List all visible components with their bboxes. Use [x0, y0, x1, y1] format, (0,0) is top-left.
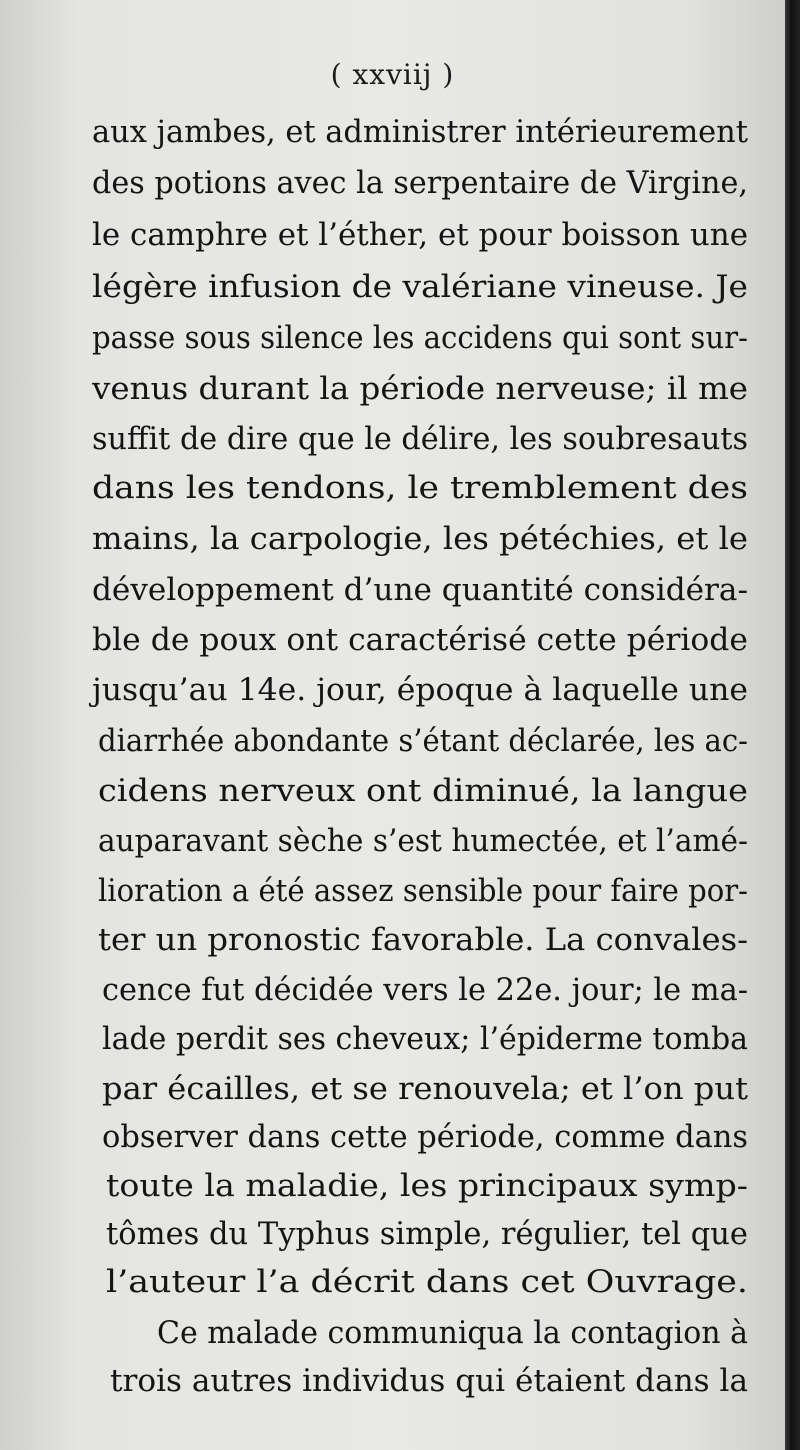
text-line: dans les tendons, le tremblement des [92, 470, 748, 506]
text-line: le camphre et l’éther, et pour boisson une [92, 217, 748, 253]
text-line: des potions avec la serpentaire de Virgine, [92, 165, 748, 201]
text-line: lade perdit ses cheveux; l’épiderme tomba [102, 1021, 748, 1057]
text-line: lioration a été assez sensible pour faire por- [98, 873, 748, 909]
text-line: l’auteur l’a décrit dans cet Ouvrage. [106, 1264, 748, 1300]
text-line: jusqu’au 14e. jour, époque à laquelle une [92, 672, 749, 708]
text-line: développement d’une quantité considéra- [92, 572, 749, 608]
text-line: aux jambes, et administrer intérieurement [92, 114, 748, 150]
text-line: légère infusion de valériane vineuse. Je [92, 269, 748, 305]
text-line: tômes du Typhus simple, régulier, tel que [106, 1216, 748, 1252]
text-line: suffit de dire que le délire, les soubresauts [92, 421, 748, 457]
text-line: auparavant sèche s’est humectée, et l’amé- [98, 823, 748, 859]
book-gutter [785, 0, 800, 1450]
text-line: cence fut décidée vers le 22e. jour; le ma- [102, 972, 748, 1008]
text-line: diarrhée abondante s’étant déclarée, les ac- [98, 723, 748, 759]
text-line: cidens nerveux ont diminué, la langue [98, 773, 748, 809]
text-line: ble de poux ont caractérisé cette période [92, 622, 748, 658]
text-line: par écailles, et se renouvela; et l’on put [102, 1071, 748, 1107]
text-line: venus durant la période nerveuse; il me [92, 371, 748, 407]
text-line: toute la maladie, les principaux symp- [106, 1168, 748, 1204]
text-line: mains, la carpologie, les pétéchies, et le [92, 521, 749, 557]
text-line: trois autres individus qui étaient dans la [110, 1363, 749, 1399]
text-line: Ce malade communiqua la contagion à [157, 1315, 748, 1351]
page-number-header: ( xxviij ) [330, 58, 455, 91]
text-line: ter un pronostic favorable. La convales- [98, 922, 748, 958]
text-line: observer dans cette période, comme dans [102, 1119, 748, 1155]
text-line: passe sous silence les accidens qui sont sur- [92, 320, 748, 356]
